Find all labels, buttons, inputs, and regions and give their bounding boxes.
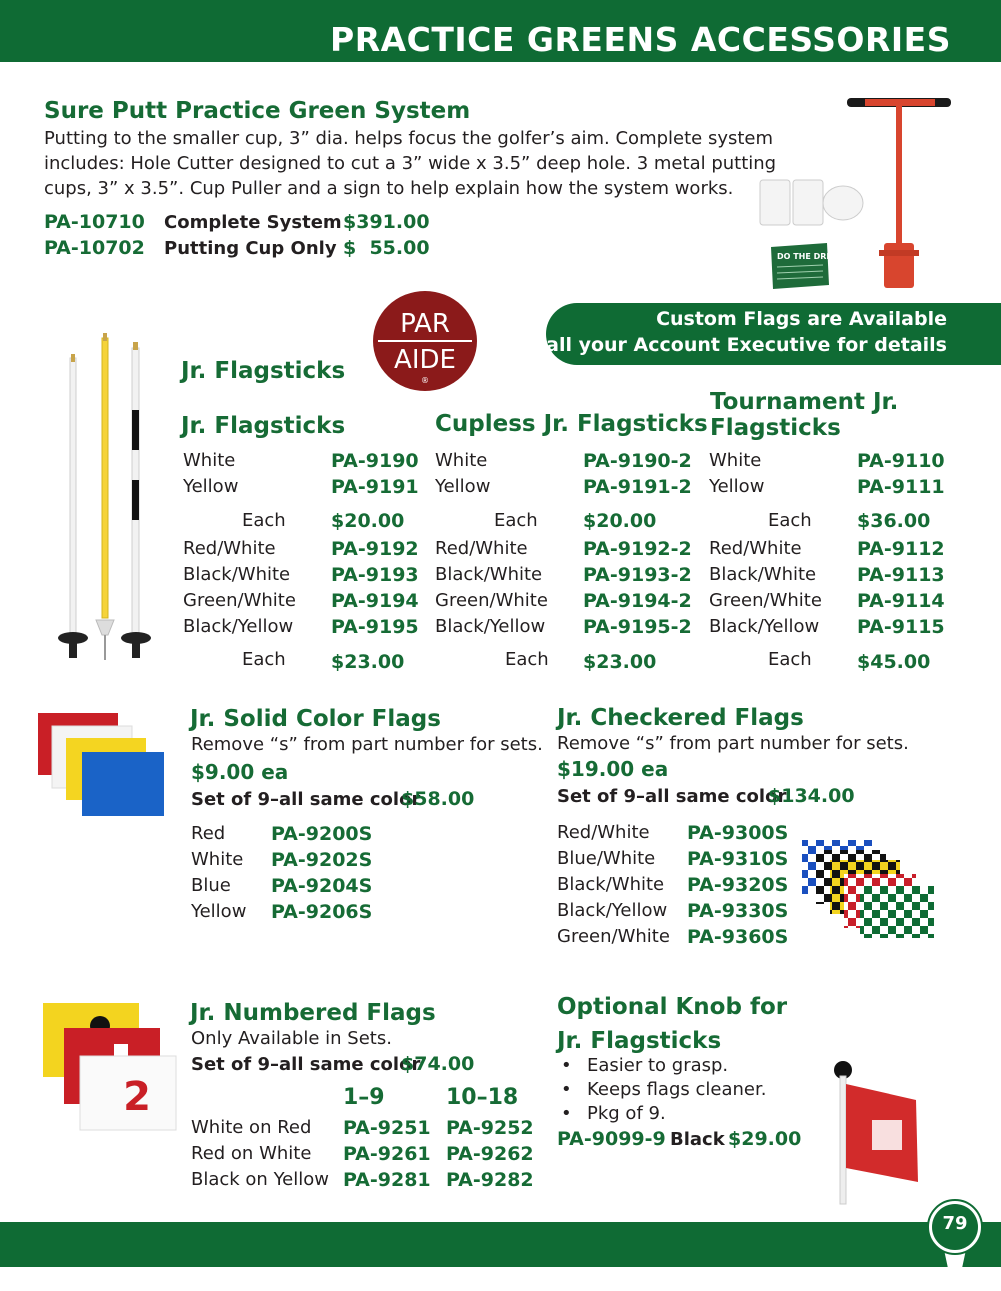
part-code: PA-9115: [857, 616, 945, 638]
checkered-flags-image: [800, 838, 936, 940]
checkered-flags-title: Jr. Checkered Flags: [557, 705, 804, 731]
solid-flags-price: $9.00 ea: [191, 760, 289, 784]
custom-line2: Call your Account Executive for details: [532, 334, 947, 356]
custom-line1: Custom Flags are Available: [656, 308, 947, 330]
solid-flags-image: [36, 710, 166, 820]
item-label: Yellow: [183, 476, 239, 497]
price: $20.00: [583, 510, 657, 532]
flagsticks-image: [52, 330, 162, 665]
part-code: PA-9281: [343, 1169, 431, 1191]
part-code: PA-9262: [446, 1143, 534, 1165]
desc-line: cups, 3” x 3.5”. Cup Puller and a sign to help explain how the system works.: [44, 178, 734, 199]
part-code: PA-9300S: [687, 822, 789, 844]
price: $23.00: [331, 651, 405, 673]
part-code: PA-10702: [44, 237, 145, 259]
item-label: Green/White: [183, 590, 296, 611]
sure-putt-product-image: [755, 95, 955, 295]
part-code: PA-9195-2: [583, 616, 692, 638]
item-name: Putting Cup Only: [164, 238, 337, 259]
item-label: Black/Yellow: [435, 616, 546, 637]
part-code: PA-9099-9: [557, 1128, 666, 1150]
part-code: PA-9282: [446, 1169, 534, 1191]
page-title: PRACTICE GREENS ACCESSORIES: [330, 20, 951, 59]
part-code: PA-9251: [343, 1117, 431, 1139]
item-label: White: [709, 450, 762, 471]
column-title: Flagsticks: [710, 415, 841, 441]
desc-line: includes: Hole Cutter designed to cut a 3” wide x 3.5” deep hole. 3 metal putting: [44, 153, 777, 174]
bullet-dot: •: [561, 1055, 572, 1076]
part-code: PA-9111: [857, 476, 945, 498]
numbered-flags-image: [40, 1000, 180, 1132]
part-code: PA-9113: [857, 564, 945, 586]
item-label: White: [183, 450, 236, 471]
each-label: Each: [768, 510, 812, 531]
item-price: $391.00: [343, 211, 430, 233]
part-code: PA-9191: [331, 476, 419, 498]
bullet-text: Keeps flags cleaner.: [587, 1079, 767, 1100]
item-label: Black/White: [557, 874, 665, 895]
column-header-10-18: 10–18: [446, 1085, 519, 1110]
item-label: White on Red: [191, 1117, 312, 1138]
each-label: Each: [242, 510, 286, 531]
logo-mark: ®: [421, 376, 429, 385]
item-label: Black/White: [183, 564, 291, 585]
part-code: PA-9310S: [687, 848, 789, 870]
page-number: 79: [942, 1213, 968, 1234]
item-price: $ 55.00: [343, 237, 430, 259]
each-label: Each: [768, 649, 812, 670]
par-aide-logo: [372, 290, 478, 392]
part-code: PA-9320S: [687, 874, 789, 896]
set-label: Set of 9–all same color: [191, 1054, 421, 1075]
item-label: Yellow: [191, 901, 247, 922]
logo-line2: AIDE: [394, 345, 456, 375]
knob-title: Optional Knob for: [557, 994, 788, 1020]
checkered-flags-note: Remove “s” from part number for sets.: [557, 733, 909, 754]
part-code: PA-9110: [857, 450, 945, 472]
knob-title: Jr. Flagsticks: [557, 1028, 722, 1054]
set-price: $74.00: [401, 1053, 475, 1075]
sign-text: DO THE DRILL: [777, 252, 840, 261]
item-label: Red/White: [435, 538, 528, 559]
item-label: Black/White: [709, 564, 817, 585]
part-code: PA-9193: [331, 564, 419, 586]
set-label: Set of 9–all same color: [557, 786, 787, 807]
part-code: PA-9200S: [271, 823, 373, 845]
item-label: Green/White: [557, 926, 670, 947]
item-label: Green/White: [435, 590, 548, 611]
item-label: Yellow: [709, 476, 765, 497]
item-label: Red: [191, 823, 226, 844]
part-code: PA-9112: [857, 538, 945, 560]
part-code: PA-9192: [331, 538, 419, 560]
item-label: White: [191, 849, 244, 870]
price: $23.00: [583, 651, 657, 673]
knob-price: $29.00: [728, 1128, 802, 1150]
bullet-dot: •: [561, 1103, 572, 1124]
item-name: Complete System: [164, 212, 342, 233]
sure-putt-title: Sure Putt Practice Green System: [44, 98, 471, 124]
column-header-1-9: 1–9: [343, 1085, 385, 1110]
numbered-flags-note: Only Available in Sets.: [191, 1028, 392, 1049]
part-code: PA-9194-2: [583, 590, 692, 612]
item-label: Red/White: [709, 538, 802, 559]
logo-line1: PAR: [400, 309, 450, 339]
bullet-dot: •: [561, 1079, 572, 1100]
column-title: Jr. Flagsticks: [181, 413, 346, 439]
item-label: Blue: [191, 875, 231, 896]
footer-bar: [0, 1222, 1001, 1267]
knob-color: Black: [670, 1129, 725, 1150]
each-label: Each: [494, 510, 538, 531]
solid-flags-title: Jr. Solid Color Flags: [190, 706, 441, 732]
each-label: Each: [242, 649, 286, 670]
bullet-text: Easier to grasp.: [587, 1055, 729, 1076]
item-label: Red/White: [557, 822, 650, 843]
part-code: PA-9195: [331, 616, 419, 638]
knob-flag-image: [826, 1058, 926, 1208]
column-title: Cupless Jr. Flagsticks: [435, 411, 708, 437]
jr-flagsticks-section-title: Jr. Flagsticks: [181, 358, 346, 384]
price: $36.00: [857, 510, 931, 532]
part-code: PA-9190-2: [583, 450, 692, 472]
set-price: $58.00: [401, 788, 475, 810]
item-label: Blue/White: [557, 848, 656, 869]
part-code: PA-9330S: [687, 900, 789, 922]
part-code: PA-9190: [331, 450, 419, 472]
part-code: PA-9194: [331, 590, 419, 612]
part-code: PA-10710: [44, 211, 145, 233]
part-code: PA-9204S: [271, 875, 373, 897]
flag-number: 2: [123, 1074, 151, 1120]
item-label: Black/Yellow: [709, 616, 820, 637]
numbered-flags-title: Jr. Numbered Flags: [190, 1000, 436, 1026]
column-title: Tournament Jr.: [710, 389, 899, 415]
sure-putt-description: [44, 126, 776, 201]
part-code: PA-9360S: [687, 926, 789, 948]
part-code: PA-9192-2: [583, 538, 692, 560]
item-label: Red/White: [183, 538, 276, 559]
part-code: PA-9114: [857, 590, 945, 612]
part-code: PA-9193-2: [583, 564, 692, 586]
item-label: Green/White: [709, 590, 822, 611]
desc-line: Putting to the smaller cup, 3” dia. helps focus the golfer’s aim. Complete system: [44, 128, 774, 149]
item-label: White: [435, 450, 488, 471]
part-code: PA-9202S: [271, 849, 373, 871]
checkered-flags-price: $19.00 ea: [557, 757, 669, 781]
item-label: Black/Yellow: [557, 900, 668, 921]
part-code: PA-9206S: [271, 901, 373, 923]
set-label: Set of 9–all same color: [191, 789, 421, 810]
item-label: Black on Yellow: [191, 1169, 329, 1190]
item-label: Black/Yellow: [183, 616, 294, 637]
solid-flags-note: Remove “s” from part number for sets.: [191, 734, 543, 755]
part-code: PA-9252: [446, 1117, 534, 1139]
bullet-text: Pkg of 9.: [587, 1103, 666, 1124]
price: $20.00: [331, 510, 405, 532]
part-code: PA-9261: [343, 1143, 431, 1165]
price: $45.00: [857, 651, 931, 673]
each-label: Each: [505, 649, 549, 670]
item-label: Yellow: [435, 476, 491, 497]
part-code: PA-9191-2: [583, 476, 692, 498]
set-price: $134.00: [768, 785, 855, 807]
item-label: Red on White: [191, 1143, 312, 1164]
item-label: Black/White: [435, 564, 543, 585]
